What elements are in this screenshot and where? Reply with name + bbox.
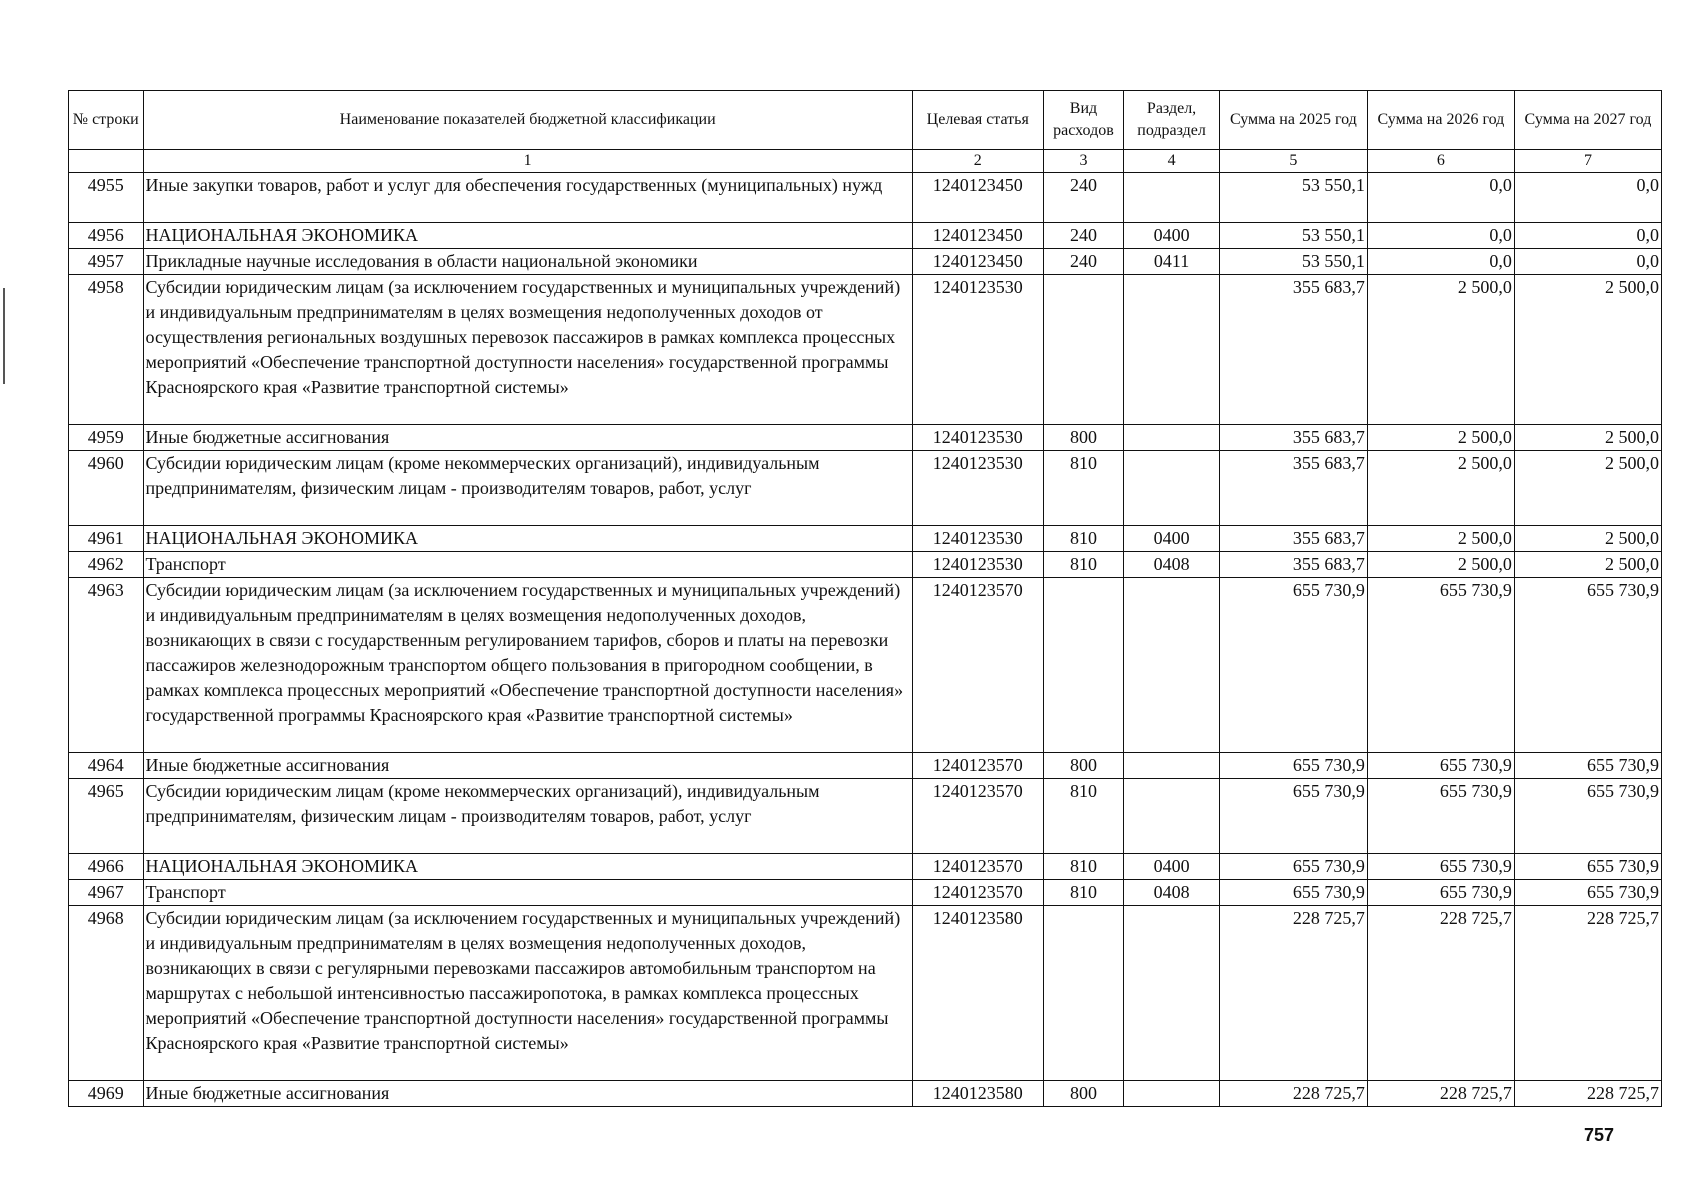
row-number: 4958 (69, 275, 144, 425)
row-kind: 810 (1043, 451, 1124, 526)
row-sum-2025: 228 725,7 (1219, 906, 1367, 1081)
row-section (1124, 425, 1220, 451)
row-target: 1240123530 (912, 275, 1043, 425)
row-sum-2027: 655 730,9 (1514, 880, 1661, 906)
row-name: Транспорт (143, 880, 912, 906)
row-target: 1240123570 (912, 753, 1043, 779)
row-number: 4956 (69, 223, 144, 249)
table-row (69, 1081, 1662, 1107)
row-sum-2025: 355 683,7 (1219, 552, 1367, 578)
row-kind: 240 (1043, 173, 1124, 223)
row-kind: 810 (1043, 880, 1124, 906)
column-number: 1 (143, 150, 912, 173)
column-number: 6 (1367, 150, 1514, 173)
header-sum-2027: Сумма на 2027 год (1514, 91, 1661, 150)
row-sum-2026: 655 730,9 (1367, 880, 1514, 906)
row-section: 0411 (1124, 249, 1220, 275)
row-sum-2025: 355 683,7 (1219, 451, 1367, 526)
row-target: 1240123530 (912, 552, 1043, 578)
row-sum-2025: 53 550,1 (1219, 223, 1367, 249)
row-sum-2027: 228 725,7 (1514, 906, 1661, 1081)
row-sum-2025: 53 550,1 (1219, 173, 1367, 223)
row-sum-2026: 228 725,7 (1367, 906, 1514, 1081)
column-number: 5 (1219, 150, 1367, 173)
row-section: 0400 (1124, 854, 1220, 880)
row-sum-2025: 655 730,9 (1219, 578, 1367, 753)
row-section (1124, 451, 1220, 526)
row-sum-2027: 0,0 (1514, 223, 1661, 249)
row-sum-2027: 655 730,9 (1514, 854, 1661, 880)
column-number: 3 (1043, 150, 1124, 173)
row-name: Иные бюджетные ассигнования (143, 1081, 912, 1107)
row-sum-2025: 655 730,9 (1219, 854, 1367, 880)
row-sum-2025: 655 730,9 (1219, 779, 1367, 854)
row-sum-2026: 655 730,9 (1367, 753, 1514, 779)
row-sum-2027: 2 500,0 (1514, 526, 1661, 552)
row-kind: 800 (1043, 753, 1124, 779)
row-section: 0408 (1124, 552, 1220, 578)
row-sum-2026: 2 500,0 (1367, 526, 1514, 552)
header-sum-2025: Сумма на 2025 год (1219, 91, 1367, 150)
row-name: Субсидии юридическим лицам (за исключением государственных и муниципальных учреждений) и индивидуальным предпринимателям в целях возмещения недополученных доходов, возникающих в связи с государственным регулированием тарифов, сборов и платы на перевозки пассажиров железнодорожным транспортом общего пользования в пригородном сообщении, в рамках комплекса процессных мероприятий «Обеспечение транспортной доступности населения» государственной программы Красноярского края «Развитие транспортной системы» (143, 578, 912, 753)
row-sum-2026: 655 730,9 (1367, 779, 1514, 854)
table-row (69, 275, 1662, 425)
row-kind: 240 (1043, 249, 1124, 275)
row-sum-2026: 2 500,0 (1367, 451, 1514, 526)
row-sum-2027: 655 730,9 (1514, 578, 1661, 753)
row-sum-2026: 655 730,9 (1367, 578, 1514, 753)
row-name: Иные бюджетные ассигнования (143, 753, 912, 779)
row-number: 4964 (69, 753, 144, 779)
row-number: 4957 (69, 249, 144, 275)
row-section: 0400 (1124, 526, 1220, 552)
table-row (69, 552, 1662, 578)
row-kind: 810 (1043, 854, 1124, 880)
row-target: 1240123570 (912, 880, 1043, 906)
row-kind: 810 (1043, 552, 1124, 578)
table-row (69, 451, 1662, 526)
row-sum-2027: 2 500,0 (1514, 552, 1661, 578)
row-sum-2026: 2 500,0 (1367, 552, 1514, 578)
row-section: 0400 (1124, 223, 1220, 249)
budget-table (68, 90, 1662, 1107)
row-target: 1240123530 (912, 526, 1043, 552)
row-number: 4960 (69, 451, 144, 526)
row-sum-2025: 655 730,9 (1219, 880, 1367, 906)
row-section (1124, 779, 1220, 854)
row-sum-2025: 655 730,9 (1219, 753, 1367, 779)
row-kind: 800 (1043, 425, 1124, 451)
row-target: 1240123570 (912, 779, 1043, 854)
page-number: 757 (1583, 1125, 1614, 1145)
column-number (69, 150, 144, 173)
row-number: 4962 (69, 552, 144, 578)
row-name: Субсидии юридическим лицам (кроме некоммерческих организаций), индивидуальным предпринимателям, физическим лицам - производителям товаров, работ, услуг (143, 451, 912, 526)
header-target: Целевая статья (912, 91, 1043, 150)
row-name: Субсидии юридическим лицам (за исключением государственных и муниципальных учреждений) и индивидуальным предпринимателям в целях возмещения недополученных доходов от осуществления региональных воздушных перевозок пассажиров в рамках комплекса процессных мероприятий «Обеспечение транспортной доступности населения» государственной программы Красноярского края «Развитие транспортной системы» (143, 275, 912, 425)
row-section (1124, 173, 1220, 223)
row-number: 4955 (69, 173, 144, 223)
row-sum-2026: 0,0 (1367, 223, 1514, 249)
row-number: 4963 (69, 578, 144, 753)
row-target: 1240123570 (912, 854, 1043, 880)
row-name: НАЦИОНАЛЬНАЯ ЭКОНОМИКА (143, 854, 912, 880)
table-row (69, 854, 1662, 880)
header-kind: Вид расходов (1043, 91, 1124, 150)
table-row (69, 753, 1662, 779)
row-number: 4969 (69, 1081, 144, 1107)
row-sum-2027: 0,0 (1514, 173, 1661, 223)
row-sum-2026: 0,0 (1367, 173, 1514, 223)
row-kind (1043, 275, 1124, 425)
row-sum-2025: 228 725,7 (1219, 1081, 1367, 1107)
row-number: 4961 (69, 526, 144, 552)
row-target: 1240123450 (912, 223, 1043, 249)
row-number: 4965 (69, 779, 144, 854)
row-sum-2026: 655 730,9 (1367, 854, 1514, 880)
row-name: Субсидии юридическим лицам (кроме некоммерческих организаций), индивидуальным предпринимателям, физическим лицам - производителям товаров, работ, услуг (143, 779, 912, 854)
row-sum-2027: 655 730,9 (1514, 753, 1661, 779)
header-name: Наименование показателей бюджетной классификации (143, 91, 912, 150)
row-sum-2027: 655 730,9 (1514, 779, 1661, 854)
row-target: 1240123570 (912, 578, 1043, 753)
row-name: НАЦИОНАЛЬНАЯ ЭКОНОМИКА (143, 223, 912, 249)
row-kind: 800 (1043, 1081, 1124, 1107)
row-name: Иные бюджетные ассигнования (143, 425, 912, 451)
row-name: Прикладные научные исследования в области национальной экономики (143, 249, 912, 275)
row-target: 1240123580 (912, 1081, 1043, 1107)
row-sum-2025: 355 683,7 (1219, 425, 1367, 451)
row-kind: 810 (1043, 526, 1124, 552)
table-row (69, 425, 1662, 451)
row-name: НАЦИОНАЛЬНАЯ ЭКОНОМИКА (143, 526, 912, 552)
table-row (69, 578, 1662, 753)
row-target: 1240123580 (912, 906, 1043, 1081)
table-row (69, 173, 1662, 223)
row-sum-2026: 0,0 (1367, 249, 1514, 275)
table-header (69, 91, 1662, 173)
row-number: 4967 (69, 880, 144, 906)
scan-artifact-line (3, 288, 5, 384)
column-number: 2 (912, 150, 1043, 173)
column-number: 7 (1514, 150, 1661, 173)
row-section: 0408 (1124, 880, 1220, 906)
row-target: 1240123530 (912, 425, 1043, 451)
row-sum-2027: 2 500,0 (1514, 451, 1661, 526)
table-row (69, 223, 1662, 249)
row-section (1124, 275, 1220, 425)
table-body (69, 173, 1662, 1107)
row-sum-2025: 355 683,7 (1219, 526, 1367, 552)
row-sum-2025: 53 550,1 (1219, 249, 1367, 275)
row-sum-2027: 2 500,0 (1514, 275, 1661, 425)
row-name: Субсидии юридическим лицам (за исключением государственных и муниципальных учреждений) и индивидуальным предпринимателям в целях возмещения недополученных доходов, возникающих в связи с регулярными перевозками пассажиров автомобильным транспортом на маршрутах с небольшой интенсивностью пассажиропотока, в рамках комплекса процессных мероприятий «Обеспечение транспортной доступности населения» государственной программы Красноярского края «Развитие транспортной системы» (143, 906, 912, 1081)
row-kind (1043, 578, 1124, 753)
row-section (1124, 578, 1220, 753)
row-sum-2025: 355 683,7 (1219, 275, 1367, 425)
table-row (69, 526, 1662, 552)
row-kind: 240 (1043, 223, 1124, 249)
row-number: 4966 (69, 854, 144, 880)
row-number: 4968 (69, 906, 144, 1081)
row-kind: 810 (1043, 779, 1124, 854)
header-section: Раздел, подраздел (1124, 91, 1220, 150)
row-target: 1240123450 (912, 173, 1043, 223)
row-sum-2026: 228 725,7 (1367, 1081, 1514, 1107)
column-number: 4 (1124, 150, 1220, 173)
row-kind (1043, 906, 1124, 1081)
row-section (1124, 1081, 1220, 1107)
table-row (69, 249, 1662, 275)
row-sum-2026: 2 500,0 (1367, 275, 1514, 425)
row-sum-2027: 228 725,7 (1514, 1081, 1661, 1107)
row-section (1124, 906, 1220, 1081)
table-row (69, 906, 1662, 1081)
row-sum-2027: 0,0 (1514, 249, 1661, 275)
row-name: Иные закупки товаров, работ и услуг для обеспечения государственных (муниципальных) нужд (143, 173, 912, 223)
row-section (1124, 753, 1220, 779)
header-sum-2026: Сумма на 2026 год (1367, 91, 1514, 150)
row-target: 1240123450 (912, 249, 1043, 275)
header-row-no: № строки (69, 91, 144, 150)
table-row (69, 779, 1662, 854)
row-sum-2026: 2 500,0 (1367, 425, 1514, 451)
table-row (69, 880, 1662, 906)
row-name: Транспорт (143, 552, 912, 578)
row-sum-2027: 2 500,0 (1514, 425, 1661, 451)
row-number: 4959 (69, 425, 144, 451)
row-target: 1240123530 (912, 451, 1043, 526)
